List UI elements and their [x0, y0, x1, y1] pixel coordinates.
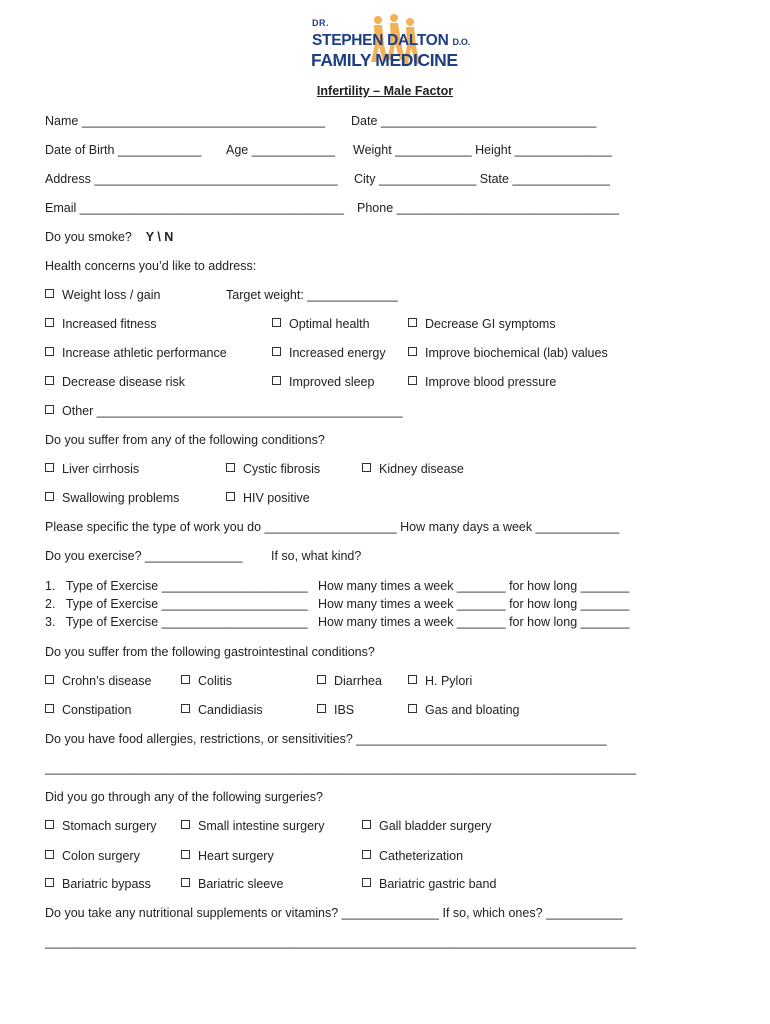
checkbox-condition[interactable]: Swallowing problems: [45, 491, 179, 505]
checkbox-surgery[interactable]: Heart surgery: [181, 849, 274, 863]
checkbox-icon[interactable]: [181, 878, 190, 887]
surgeries-prompt: Did you go through any of the following surgeries?: [45, 790, 323, 804]
phone-field[interactable]: Phone ________________________________: [357, 201, 620, 215]
checkbox-icon[interactable]: [317, 704, 326, 713]
checkbox-icon[interactable]: [408, 318, 417, 327]
checkbox-icon[interactable]: [408, 376, 417, 385]
checkbox-gi[interactable]: Candidiasis: [181, 703, 263, 717]
conditions-prompt: Do you suffer from any of the following conditions?: [45, 433, 325, 447]
smoke-options[interactable]: Y \ N: [145, 230, 174, 244]
gi-prompt: Do you suffer from the following gastrointestinal conditions?: [45, 645, 375, 659]
checkbox-surgery[interactable]: Gall bladder surgery: [362, 819, 492, 833]
work-field[interactable]: Please specific the type of work you do ___________________ How many days a week ____________: [45, 520, 620, 534]
name-field[interactable]: Name ___________________________________: [45, 114, 326, 128]
checkbox-condition[interactable]: Kidney disease: [362, 462, 464, 476]
checkbox-icon[interactable]: [45, 376, 54, 385]
checkbox-gi[interactable]: Crohn’s disease: [45, 674, 151, 688]
checkbox-icon[interactable]: [226, 492, 235, 501]
checkbox-icon[interactable]: [362, 463, 371, 472]
health-prompt: Health concerns you’d like to address:: [45, 259, 257, 273]
smoke-question: Do you smoke? Y \ N: [45, 230, 174, 244]
checkbox-icon[interactable]: [408, 704, 417, 713]
exercise-frequency[interactable]: How many times a week _______ for how long _______: [318, 597, 630, 611]
checkbox-icon[interactable]: [408, 347, 417, 356]
checkbox-surgery[interactable]: Small intestine surgery: [181, 819, 324, 833]
checkbox-health-item[interactable]: Improved sleep: [272, 375, 374, 389]
logo-name: STEPHEN DALTON D.O.: [312, 32, 470, 49]
checkbox-health-item[interactable]: Increase athletic performance: [45, 346, 227, 360]
checkbox-icon[interactable]: [45, 289, 54, 298]
checkbox-gi[interactable]: IBS: [317, 703, 354, 717]
checkbox-icon[interactable]: [408, 675, 417, 684]
checkbox-icon[interactable]: [45, 347, 54, 356]
checkbox-icon[interactable]: [45, 492, 54, 501]
checkbox-gi[interactable]: Constipation: [45, 703, 132, 717]
checkbox-icon[interactable]: [45, 850, 54, 859]
exercise-frequency[interactable]: How many times a week _______ for how long _______: [318, 579, 630, 593]
age-field[interactable]: Age ____________: [226, 143, 336, 157]
date-field[interactable]: Date _______________________________: [351, 114, 597, 128]
checkbox-condition[interactable]: HIV positive: [226, 491, 310, 505]
checkbox-gi[interactable]: Gas and bloating: [408, 703, 520, 717]
checkbox-health-item[interactable]: Increased fitness: [45, 317, 157, 331]
checkbox-condition[interactable]: Liver cirrhosis: [45, 462, 139, 476]
checkbox-icon[interactable]: [362, 820, 371, 829]
checkbox-surgery[interactable]: Bariatric bypass: [45, 877, 151, 891]
checkbox-surgery[interactable]: Bariatric gastric band: [362, 877, 496, 891]
checkbox-icon[interactable]: [45, 820, 54, 829]
checkbox-health-item[interactable]: Improve biochemical (lab) values: [408, 346, 608, 360]
checkbox-gi[interactable]: Colitis: [181, 674, 232, 688]
practice-logo: [312, 18, 470, 78]
checkbox-health-item[interactable]: Decrease disease risk: [45, 375, 185, 389]
checkbox-icon[interactable]: [272, 318, 281, 327]
checkbox-icon[interactable]: [45, 675, 54, 684]
checkbox-icon[interactable]: [362, 878, 371, 887]
exercise-row[interactable]: 2. Type of Exercise _____________________: [45, 597, 308, 611]
checkbox-health-item[interactable]: Improve blood pressure: [408, 375, 556, 389]
checkbox-health-item[interactable]: Increased energy: [272, 346, 386, 360]
checkbox-icon[interactable]: [317, 675, 326, 684]
checkbox-other[interactable]: Other ____________________________________________: [45, 404, 403, 418]
checkbox-surgery[interactable]: Bariatric sleeve: [181, 877, 283, 891]
checkbox-icon[interactable]: [181, 704, 190, 713]
exercise-kind-label: If so, what kind?: [271, 549, 362, 563]
target-weight-field[interactable]: Target weight: _____________: [226, 288, 398, 302]
checkbox-icon[interactable]: [45, 463, 54, 472]
form-title: Infertility – Male Factor: [316, 84, 454, 98]
allergies-line[interactable]: _____________________________________________________________________________________: [45, 761, 636, 775]
exercise-field[interactable]: Do you exercise? ______________: [45, 549, 243, 563]
checkbox-condition[interactable]: Cystic fibrosis: [226, 462, 320, 476]
checkbox-surgery[interactable]: Colon surgery: [45, 849, 140, 863]
checkbox-icon[interactable]: [272, 347, 281, 356]
checkbox-icon[interactable]: [362, 850, 371, 859]
checkbox-health-item[interactable]: Optimal health: [272, 317, 370, 331]
checkbox-surgery[interactable]: Catheterization: [362, 849, 463, 863]
checkbox-gi[interactable]: H. Pylori: [408, 674, 472, 688]
checkbox-icon[interactable]: [181, 850, 190, 859]
address-field[interactable]: Address ___________________________________: [45, 172, 338, 186]
checkbox-icon[interactable]: [272, 376, 281, 385]
checkbox-icon[interactable]: [45, 318, 54, 327]
dob-field[interactable]: Date of Birth ____________: [45, 143, 202, 157]
city-state-field[interactable]: City ______________ State ______________: [354, 172, 610, 186]
supplements-line[interactable]: _____________________________________________________________________________________: [45, 935, 636, 949]
weight-height-field[interactable]: Weight ___________ Height ______________: [353, 143, 613, 157]
checkbox-weight-loss[interactable]: Weight loss / gain: [45, 288, 160, 302]
logo-practice: FAMILY MEDICINE: [311, 50, 458, 70]
exercise-row[interactable]: 3. Type of Exercise _____________________: [45, 615, 308, 629]
checkbox-icon[interactable]: [181, 820, 190, 829]
exercise-row[interactable]: 1. Type of Exercise _____________________: [45, 579, 308, 593]
exercise-frequency[interactable]: How many times a week _______ for how long _______: [318, 615, 630, 629]
checkbox-icon[interactable]: [45, 704, 54, 713]
checkbox-gi[interactable]: Diarrhea: [317, 674, 382, 688]
email-field[interactable]: Email ______________________________________: [45, 201, 344, 215]
allergies-field[interactable]: Do you have food allergies, restrictions, or sensitivities? ____________________________________: [45, 732, 607, 746]
supplements-field[interactable]: Do you take any nutritional supplements or vitamins? ______________ If so, which ones? ___________: [45, 906, 623, 920]
checkbox-icon[interactable]: [45, 878, 54, 887]
checkbox-icon[interactable]: [181, 675, 190, 684]
logo-dr: DR.: [312, 18, 329, 28]
checkbox-surgery[interactable]: Stomach surgery: [45, 819, 156, 833]
checkbox-icon[interactable]: [226, 463, 235, 472]
checkbox-icon[interactable]: [45, 405, 54, 414]
checkbox-health-item[interactable]: Decrease GI symptoms: [408, 317, 556, 331]
